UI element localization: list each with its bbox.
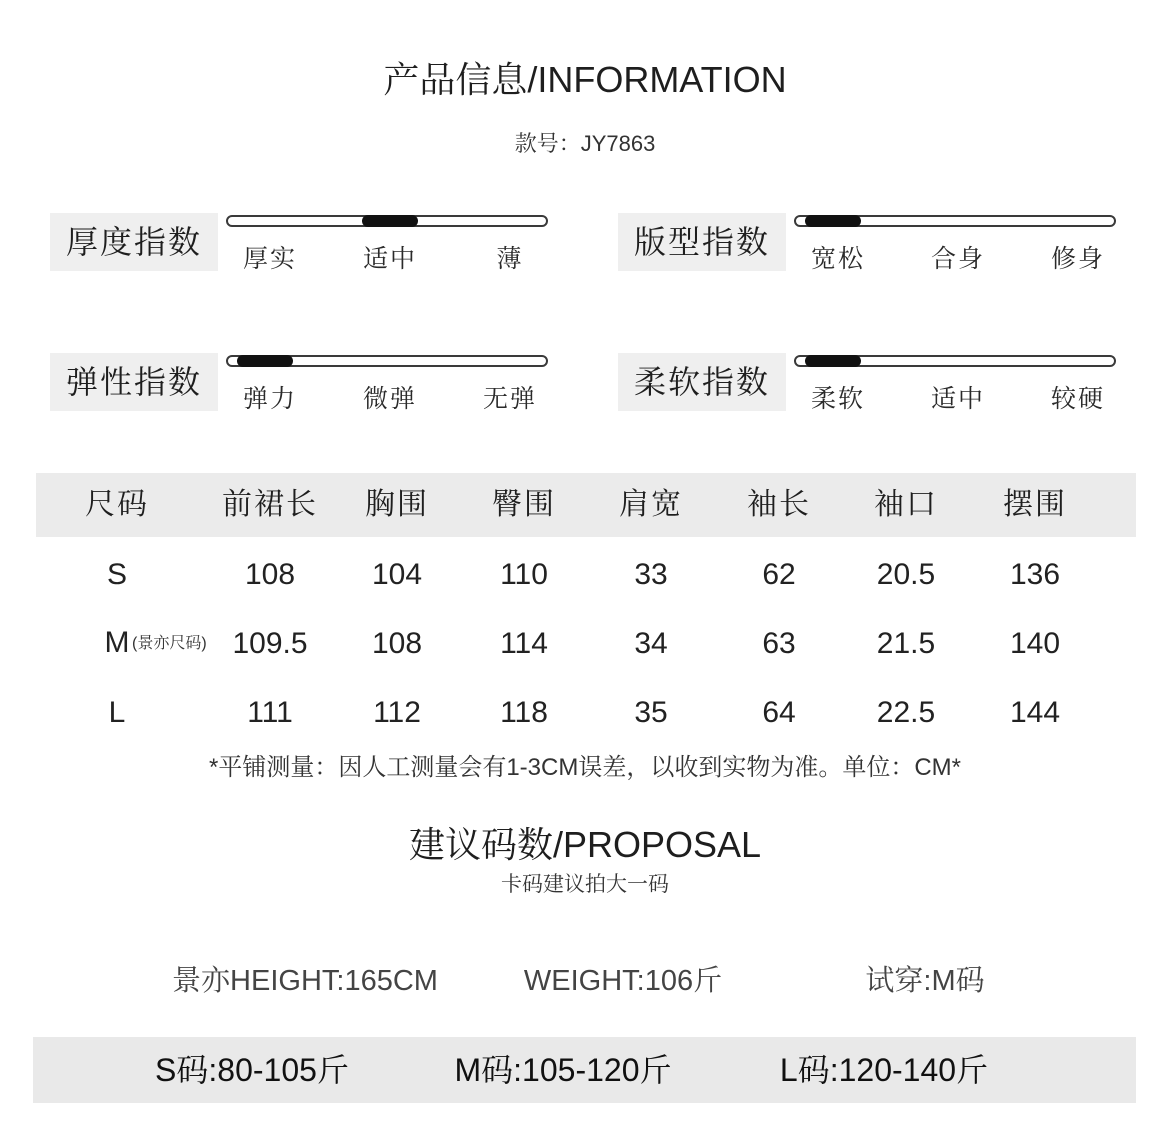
column-header: 袖口: [874, 488, 938, 521]
elasticity-index-options: [210, 383, 570, 415]
column-header: 尺码: [85, 488, 149, 521]
fit-index-bar: [794, 215, 1116, 227]
fit-option-slim: 修身: [1050, 245, 1105, 273]
table-cell: 22.5: [876, 695, 936, 729]
table-cell: 109.5: [232, 626, 308, 660]
table-cell: 34: [634, 626, 668, 660]
table-cell: 112: [373, 695, 421, 729]
recommendation-m: M码:105-120斤: [454, 1052, 672, 1088]
table-cell: 63: [762, 626, 796, 660]
table-body: [36, 540, 1136, 747]
thickness-index: [50, 213, 570, 283]
softness-option-medium: 适中: [930, 385, 985, 413]
size-recommendation-band: [33, 1037, 1136, 1103]
size-label: L: [108, 695, 126, 729]
thickness-index-bar: [226, 215, 548, 227]
softness-index: [618, 353, 1138, 423]
model-weight: WEIGHT:106斤: [523, 965, 723, 997]
column-header: 前裙长: [222, 488, 318, 521]
measurement-note: *平铺测量：因人工测量会有1-3CM误差，以收到实物为准。单位：CM*: [208, 754, 961, 781]
thickness-index-marker: [362, 215, 418, 227]
recommendation-s: S码:80-105斤: [155, 1052, 349, 1088]
page-title: 产品信息/INFORMATION: [383, 59, 787, 100]
model-tried-size: 试穿:M码: [865, 965, 985, 997]
elasticity-option-stretch: 弹力: [242, 385, 297, 413]
size-cell: [36, 555, 198, 595]
size-cell: [36, 623, 207, 664]
table-cell: 20.5: [876, 557, 936, 591]
table-cell: 62: [762, 557, 796, 591]
softness-option-firm: 较硬: [1050, 385, 1105, 413]
fit-option-loose: 宽松: [810, 245, 865, 273]
model-height: 景亦HEIGHT:165CM: [172, 965, 438, 997]
fit-index: [618, 213, 1138, 283]
proposal-title: 建议码数/PROPOSAL: [408, 824, 762, 865]
size-label: M: [104, 625, 130, 659]
table-cell: 114: [500, 626, 548, 660]
elasticity-index: [50, 353, 570, 423]
thickness-option-thin: 薄: [496, 245, 524, 273]
table-cell: 21.5: [876, 626, 936, 660]
fit-index-options: [778, 243, 1138, 275]
thickness-option-thick: 厚实: [242, 245, 297, 273]
table-row: [36, 609, 1136, 678]
elasticity-index-label: 弹性指数: [50, 353, 218, 411]
table-cell: 111: [247, 695, 293, 729]
size-cell: [36, 693, 198, 733]
table-row: [36, 678, 1136, 747]
size-note: (景亦尺码): [132, 635, 207, 653]
fit-index-marker: [805, 215, 861, 227]
softness-option-soft: 柔软: [810, 385, 865, 413]
softness-index-label: 柔软指数: [618, 353, 786, 411]
recommendation-l: L码:120-140斤: [779, 1052, 989, 1088]
table-row: [36, 540, 1136, 609]
thickness-index-options: [210, 243, 570, 275]
size-label: S: [106, 557, 127, 591]
elasticity-option-slight: 微弹: [362, 385, 417, 413]
column-header: 袖长: [747, 488, 811, 521]
table-header-row: [36, 473, 1136, 537]
table-cell: 140: [1009, 626, 1061, 660]
elasticity-option-none: 无弹: [482, 385, 537, 413]
table-cell: 108: [244, 557, 296, 591]
elasticity-index-marker: [237, 355, 293, 367]
softness-index-bar: [794, 355, 1116, 367]
fit-option-regular: 合身: [930, 245, 985, 273]
softness-index-options: [778, 383, 1138, 415]
table-cell: 136: [1009, 557, 1061, 591]
size-table: [36, 473, 1136, 747]
column-header: 臀围: [492, 488, 556, 521]
column-header: 胸围: [365, 488, 429, 521]
column-header: 摆围: [1003, 488, 1067, 521]
table-cell: 144: [1009, 695, 1061, 729]
table-cell: 118: [500, 695, 548, 729]
elasticity-index-bar: [226, 355, 548, 367]
column-header: 肩宽: [619, 488, 683, 521]
thickness-option-medium: 适中: [362, 245, 417, 273]
thickness-index-label: 厚度指数: [50, 213, 218, 271]
table-cell: 110: [500, 557, 548, 591]
table-cell: 64: [762, 695, 796, 729]
style-number: 款号：JY7863: [514, 131, 656, 156]
fit-index-label: 版型指数: [618, 213, 786, 271]
table-cell: 108: [371, 626, 423, 660]
softness-index-marker: [805, 355, 861, 367]
table-cell: 35: [634, 695, 668, 729]
table-cell: 33: [634, 557, 668, 591]
table-cell: 104: [371, 557, 423, 591]
proposal-subtitle: 卡码建议拍大一码: [501, 873, 669, 896]
